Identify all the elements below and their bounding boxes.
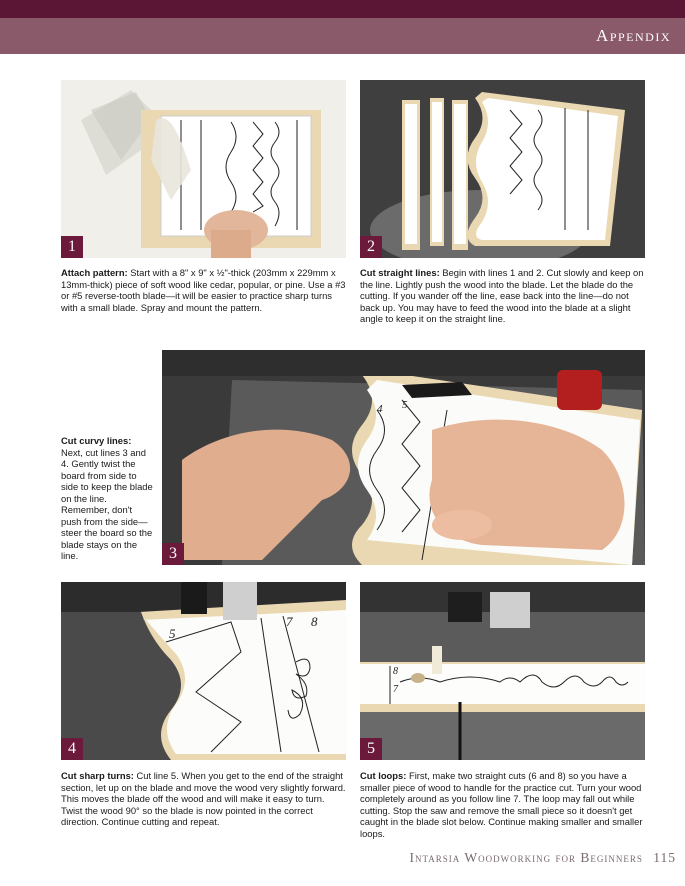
step-number-badge: 4 [61, 738, 83, 760]
pattern-label-4: 4 [377, 403, 383, 415]
photo-step-1 [61, 80, 346, 258]
caption-heading: Cut curvy lines: [61, 435, 132, 446]
pattern-label-5: 5 [402, 399, 408, 411]
photo-step-4 [61, 582, 346, 760]
section-header [0, 18, 685, 54]
caption-step-2 [360, 267, 645, 325]
caption-text: Cut line 5. When you get to the end of the straight section, let up on the blade and move the wood very slightly forward. This moves the blade off the wood and will make it easy to turn. Twist the wood 90° so the blade is now pointed in the correct direction. Continue cutting and repeat. [61, 770, 346, 827]
top-color-band [0, 0, 685, 18]
page-number: 115 [653, 850, 676, 865]
caption-step-1 [61, 267, 346, 313]
pattern-label-8: 8 [311, 614, 318, 629]
caption-text: Start with a 8" x 9" x ½"-thick (203mm x 229mm x 13mm-thick) piece of soft wood like cedar, popular, or pine. Use a #3 or #5 reverse-tooth blade—it will be easier to practice sharp turns with a small blade. Spray and mount the pattern. [61, 267, 346, 313]
caption-heading: Cut straight lines: [360, 267, 440, 278]
caption-step-4 [61, 770, 346, 828]
pattern-label-8: 8 [393, 666, 398, 677]
section-title: Appendix [596, 26, 671, 45]
pattern-label-5: 5 [169, 626, 176, 641]
pattern-label-7: 7 [393, 684, 398, 695]
caption-heading: Cut sharp turns: [61, 770, 134, 781]
caption-text: Begin with lines 1 and 2. Cut slowly and keep on the line. Lightly push the wood into the blade. Let the blade do the cutting. If you wander off the line, ease back into the line—do not back up. You may have to feed the wood into the blade at a slight angle to keep it on the straight line. [360, 267, 644, 324]
photo-step-3 [162, 350, 645, 565]
pattern-label-7: 7 [286, 614, 293, 629]
caption-heading: Attach pattern: [61, 267, 128, 278]
photo-step-5 [360, 582, 645, 760]
caption-text: Next, cut lines 3 and 4. Gently twist the board from side to side to keep the blade on the line. Remember, don't push from the side—steer the board so the blade stays on the line. [61, 446, 153, 561]
caption-step-3 [61, 435, 153, 562]
caption-heading: Cut loops: [360, 770, 407, 781]
step-number-badge: 1 [61, 236, 83, 258]
caption-text: First, make two straight cuts (6 and 8) so you have a smaller piece of wood to handle for the practice cut. Turn your wood completely around as you follow line 7. The loop may fall out while cutting. Stop the saw and remove the small piece so it doesn't get caught in the blade slot below. Continue making smaller and smaller loops. [360, 770, 643, 839]
step-number-badge: 3 [162, 543, 184, 565]
photo-step-2 [360, 80, 645, 258]
caption-step-5 [360, 770, 645, 839]
step-number-badge: 5 [360, 738, 382, 760]
page-footer [360, 850, 676, 866]
step-number-badge: 2 [360, 236, 382, 258]
book-title: Intarsia Woodworking for Beginners [409, 850, 643, 865]
